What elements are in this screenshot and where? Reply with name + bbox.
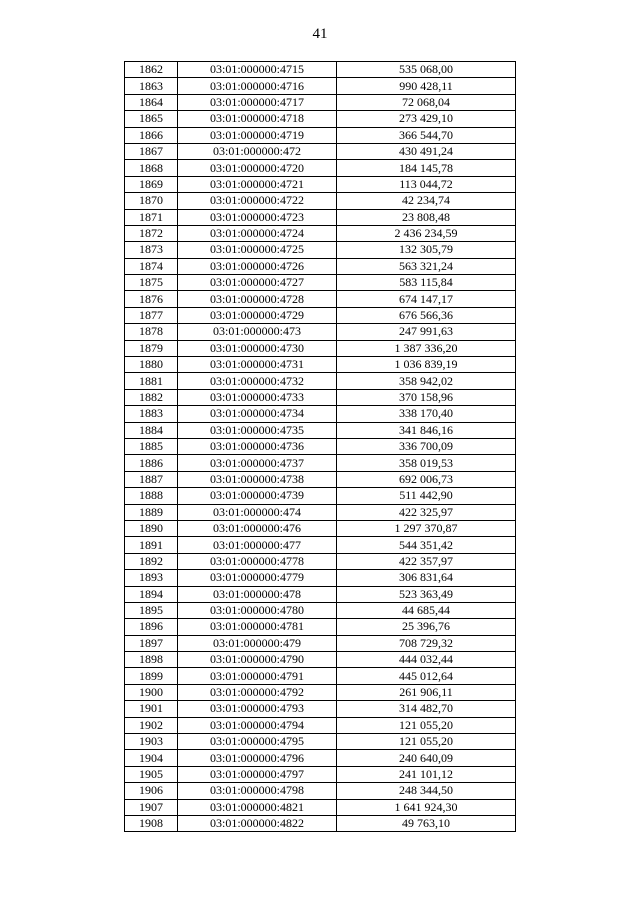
cadastral-number-cell: 03:01:000000:4780 — [178, 602, 337, 618]
row-number-cell: 1906 — [125, 783, 178, 799]
cadastral-number-cell: 03:01:000000:4733 — [178, 389, 337, 405]
row-number-cell: 1896 — [125, 619, 178, 635]
cadastral-value-cell: 1 036 839,19 — [337, 357, 516, 373]
cadastral-value-cell: 72 068,04 — [337, 94, 516, 110]
row-number-cell: 1869 — [125, 176, 178, 192]
table-row — [125, 619, 516, 635]
cadastral-value-cell: 674 147,17 — [337, 291, 516, 307]
cadastral-value-cell: 1 297 370,87 — [337, 520, 516, 536]
cadastral-number-cell: 03:01:000000:4791 — [178, 668, 337, 684]
cadastral-value-cell: 366 544,70 — [337, 127, 516, 143]
cadastral-number-cell: 03:01:000000:4738 — [178, 471, 337, 487]
row-number-cell: 1862 — [125, 62, 178, 78]
cadastral-number-cell: 03:01:000000:4717 — [178, 94, 337, 110]
cadastral-value-cell: 241 101,12 — [337, 766, 516, 782]
cadastral-number-cell: 03:01:000000:4726 — [178, 258, 337, 274]
cadastral-value-cell: 306 831,64 — [337, 570, 516, 586]
cadastral-number-cell: 03:01:000000:4792 — [178, 684, 337, 700]
table-row — [125, 750, 516, 766]
table-row — [125, 652, 516, 668]
cadastral-value-cell: 1 641 924,30 — [337, 799, 516, 815]
row-number-cell: 1877 — [125, 307, 178, 323]
table-row — [125, 406, 516, 422]
row-number-cell: 1904 — [125, 750, 178, 766]
cadastral-value-cell: 121 055,20 — [337, 734, 516, 750]
cadastral-number-cell: 03:01:000000:472 — [178, 143, 337, 159]
cadastral-value-cell: 676 566,36 — [337, 307, 516, 323]
row-number-cell: 1872 — [125, 225, 178, 241]
row-number-cell: 1865 — [125, 111, 178, 127]
cadastral-number-cell: 03:01:000000:4734 — [178, 406, 337, 422]
cadastral-value-cell: 1 387 336,20 — [337, 340, 516, 356]
page-number: 41 — [312, 26, 328, 42]
table-row — [125, 635, 516, 651]
row-number-cell: 1889 — [125, 504, 178, 520]
cadastral-number-cell: 03:01:000000:4793 — [178, 701, 337, 717]
table-row — [125, 734, 516, 750]
cadastral-value-cell: 25 396,76 — [337, 619, 516, 635]
row-number-cell: 1878 — [125, 324, 178, 340]
cadastral-number-cell: 03:01:000000:4730 — [178, 340, 337, 356]
row-number-cell: 1893 — [125, 570, 178, 586]
row-number-cell: 1884 — [125, 422, 178, 438]
table-row — [125, 701, 516, 717]
cadastral-value-cell: 44 685,44 — [337, 602, 516, 618]
cadastral-value-cell: 444 032,44 — [337, 652, 516, 668]
cadastral-number-cell: 03:01:000000:4723 — [178, 209, 337, 225]
table-row — [125, 488, 516, 504]
cadastral-number-cell: 03:01:000000:4729 — [178, 307, 337, 323]
cadastral-value-cell: 422 325,97 — [337, 504, 516, 520]
cadastral-value-cell: 535 068,00 — [337, 62, 516, 78]
row-number-cell: 1908 — [125, 815, 178, 831]
cadastral-value-cell: 2 436 234,59 — [337, 225, 516, 241]
cadastral-value-cell: 445 012,64 — [337, 668, 516, 684]
cadastral-number-cell: 03:01:000000:4798 — [178, 783, 337, 799]
row-number-cell: 1903 — [125, 734, 178, 750]
cadastral-value-cell: 336 700,09 — [337, 438, 516, 454]
cadastral-number-cell: 03:01:000000:4821 — [178, 799, 337, 815]
row-number-cell: 1876 — [125, 291, 178, 307]
cadastral-value-cell: 370 158,96 — [337, 389, 516, 405]
cadastral-value-cell: 563 321,24 — [337, 258, 516, 274]
cadastral-number-cell: 03:01:000000:4739 — [178, 488, 337, 504]
row-number-cell: 1897 — [125, 635, 178, 651]
row-number-cell: 1871 — [125, 209, 178, 225]
table-row — [125, 504, 516, 520]
cadastral-number-cell: 03:01:000000:4728 — [178, 291, 337, 307]
row-number-cell: 1864 — [125, 94, 178, 110]
row-number-cell: 1905 — [125, 766, 178, 782]
table-row — [125, 275, 516, 291]
table-row — [125, 193, 516, 209]
row-number-cell: 1883 — [125, 406, 178, 422]
table-row — [125, 176, 516, 192]
cadastral-number-cell: 03:01:000000:4731 — [178, 357, 337, 373]
row-number-cell: 1891 — [125, 537, 178, 553]
table-row — [125, 438, 516, 454]
row-number-cell: 1890 — [125, 520, 178, 536]
cadastral-value-cell: 49 763,10 — [337, 815, 516, 831]
row-number-cell: 1899 — [125, 668, 178, 684]
cadastral-value-cell: 544 351,42 — [337, 537, 516, 553]
table-row — [125, 78, 516, 94]
cadastral-number-cell: 03:01:000000:4725 — [178, 242, 337, 258]
cadastral-value-cell: 23 808,48 — [337, 209, 516, 225]
cadastral-number-cell: 03:01:000000:4720 — [178, 160, 337, 176]
cadastral-number-cell: 03:01:000000:4822 — [178, 815, 337, 831]
row-number-cell: 1886 — [125, 455, 178, 471]
cadastral-value-cell: 247 991,63 — [337, 324, 516, 340]
table-row — [125, 389, 516, 405]
cadastral-value-cell: 240 640,09 — [337, 750, 516, 766]
cadastral-number-cell: 03:01:000000:4795 — [178, 734, 337, 750]
cadastral-number-cell: 03:01:000000:4715 — [178, 62, 337, 78]
cadastral-value-cell: 708 729,32 — [337, 635, 516, 651]
row-number-cell: 1866 — [125, 127, 178, 143]
cadastral-value-cell: 358 019,53 — [337, 455, 516, 471]
row-number-cell: 1868 — [125, 160, 178, 176]
cadastral-number-cell: 03:01:000000:4718 — [178, 111, 337, 127]
table-row — [125, 357, 516, 373]
row-number-cell: 1881 — [125, 373, 178, 389]
cadastral-value-cell: 121 055,20 — [337, 717, 516, 733]
row-number-cell: 1892 — [125, 553, 178, 569]
row-number-cell: 1867 — [125, 143, 178, 159]
cadastral-value-cell: 430 491,24 — [337, 143, 516, 159]
table-row — [125, 373, 516, 389]
table-row — [125, 242, 516, 258]
table-row — [125, 422, 516, 438]
table-row — [125, 520, 516, 536]
cadastral-number-cell: 03:01:000000:4794 — [178, 717, 337, 733]
cadastral-value-cell: 248 344,50 — [337, 783, 516, 799]
table-row — [125, 324, 516, 340]
cadastral-number-cell: 03:01:000000:473 — [178, 324, 337, 340]
row-number-cell: 1874 — [125, 258, 178, 274]
cadastral-number-cell: 03:01:000000:4796 — [178, 750, 337, 766]
cadastral-number-cell: 03:01:000000:474 — [178, 504, 337, 520]
table-row — [125, 815, 516, 831]
cadastral-number-cell: 03:01:000000:478 — [178, 586, 337, 602]
table-row — [125, 570, 516, 586]
cadastral-number-cell: 03:01:000000:4724 — [178, 225, 337, 241]
cadastral-value-cell: 338 170,40 — [337, 406, 516, 422]
cadastral-number-cell: 03:01:000000:4719 — [178, 127, 337, 143]
cadastral-number-cell: 03:01:000000:4736 — [178, 438, 337, 454]
row-number-cell: 1863 — [125, 78, 178, 94]
table-row — [125, 143, 516, 159]
cadastral-number-cell: 03:01:000000:4781 — [178, 619, 337, 635]
table-row — [125, 766, 516, 782]
row-number-cell: 1870 — [125, 193, 178, 209]
row-number-cell: 1885 — [125, 438, 178, 454]
table-row — [125, 258, 516, 274]
table-row — [125, 684, 516, 700]
table-row — [125, 537, 516, 553]
table-row — [125, 291, 516, 307]
row-number-cell: 1888 — [125, 488, 178, 504]
cadastral-number-cell: 03:01:000000:4732 — [178, 373, 337, 389]
cadastral-value-cell: 422 357,97 — [337, 553, 516, 569]
cadastral-number-cell: 03:01:000000:4721 — [178, 176, 337, 192]
cadastral-value-cell: 990 428,11 — [337, 78, 516, 94]
cadastral-number-cell: 03:01:000000:476 — [178, 520, 337, 536]
cadastral-value-cell: 358 942,02 — [337, 373, 516, 389]
cadastral-value-cell: 273 429,10 — [337, 111, 516, 127]
table-row — [125, 471, 516, 487]
row-number-cell: 1894 — [125, 586, 178, 602]
table-row — [125, 553, 516, 569]
cadastral-number-cell: 03:01:000000:4735 — [178, 422, 337, 438]
cadastral-value-cell: 511 442,90 — [337, 488, 516, 504]
table-row — [125, 586, 516, 602]
cadastral-number-cell: 03:01:000000:4722 — [178, 193, 337, 209]
cadastral-value-cell: 583 115,84 — [337, 275, 516, 291]
row-number-cell: 1907 — [125, 799, 178, 815]
cadastral-number-cell: 03:01:000000:4737 — [178, 455, 337, 471]
cadastral-value-cell: 42 234,74 — [337, 193, 516, 209]
cadastral-number-cell: 03:01:000000:4790 — [178, 652, 337, 668]
table-row — [125, 668, 516, 684]
table-row — [125, 62, 516, 78]
row-number-cell: 1898 — [125, 652, 178, 668]
cadastral-value-cell: 184 145,78 — [337, 160, 516, 176]
cadastral-value-cell: 113 044,72 — [337, 176, 516, 192]
row-number-cell: 1902 — [125, 717, 178, 733]
cadastral-number-cell: 03:01:000000:479 — [178, 635, 337, 651]
cadastral-number-cell: 03:01:000000:4727 — [178, 275, 337, 291]
cadastral-number-cell: 03:01:000000:4779 — [178, 570, 337, 586]
table-row — [125, 94, 516, 110]
cadastral-number-cell: 03:01:000000:4797 — [178, 766, 337, 782]
row-number-cell: 1873 — [125, 242, 178, 258]
row-number-cell: 1882 — [125, 389, 178, 405]
table-row — [125, 225, 516, 241]
table-row — [125, 111, 516, 127]
row-number-cell: 1901 — [125, 701, 178, 717]
table-row — [125, 717, 516, 733]
table-row — [125, 340, 516, 356]
cadastral-value-cell: 314 482,70 — [337, 701, 516, 717]
table-row — [125, 455, 516, 471]
table-body — [125, 62, 516, 832]
row-number-cell: 1875 — [125, 275, 178, 291]
row-number-cell: 1900 — [125, 684, 178, 700]
cadastral-number-cell: 03:01:000000:477 — [178, 537, 337, 553]
cadastral-value-cell: 692 006,73 — [337, 471, 516, 487]
table-row — [125, 799, 516, 815]
cadastral-value-cell: 341 846,16 — [337, 422, 516, 438]
row-number-cell: 1887 — [125, 471, 178, 487]
table-row — [125, 783, 516, 799]
cadastral-number-cell: 03:01:000000:4778 — [178, 553, 337, 569]
cadastral-value-table — [124, 61, 516, 832]
row-number-cell: 1879 — [125, 340, 178, 356]
table-row — [125, 127, 516, 143]
cadastral-value-cell: 261 906,11 — [337, 684, 516, 700]
table-row — [125, 602, 516, 618]
cadastral-number-cell: 03:01:000000:4716 — [178, 78, 337, 94]
row-number-cell: 1895 — [125, 602, 178, 618]
cadastral-value-cell: 132 305,79 — [337, 242, 516, 258]
table-row — [125, 160, 516, 176]
row-number-cell: 1880 — [125, 357, 178, 373]
table-row — [125, 209, 516, 225]
cadastral-value-cell: 523 363,49 — [337, 586, 516, 602]
table-row — [125, 307, 516, 323]
